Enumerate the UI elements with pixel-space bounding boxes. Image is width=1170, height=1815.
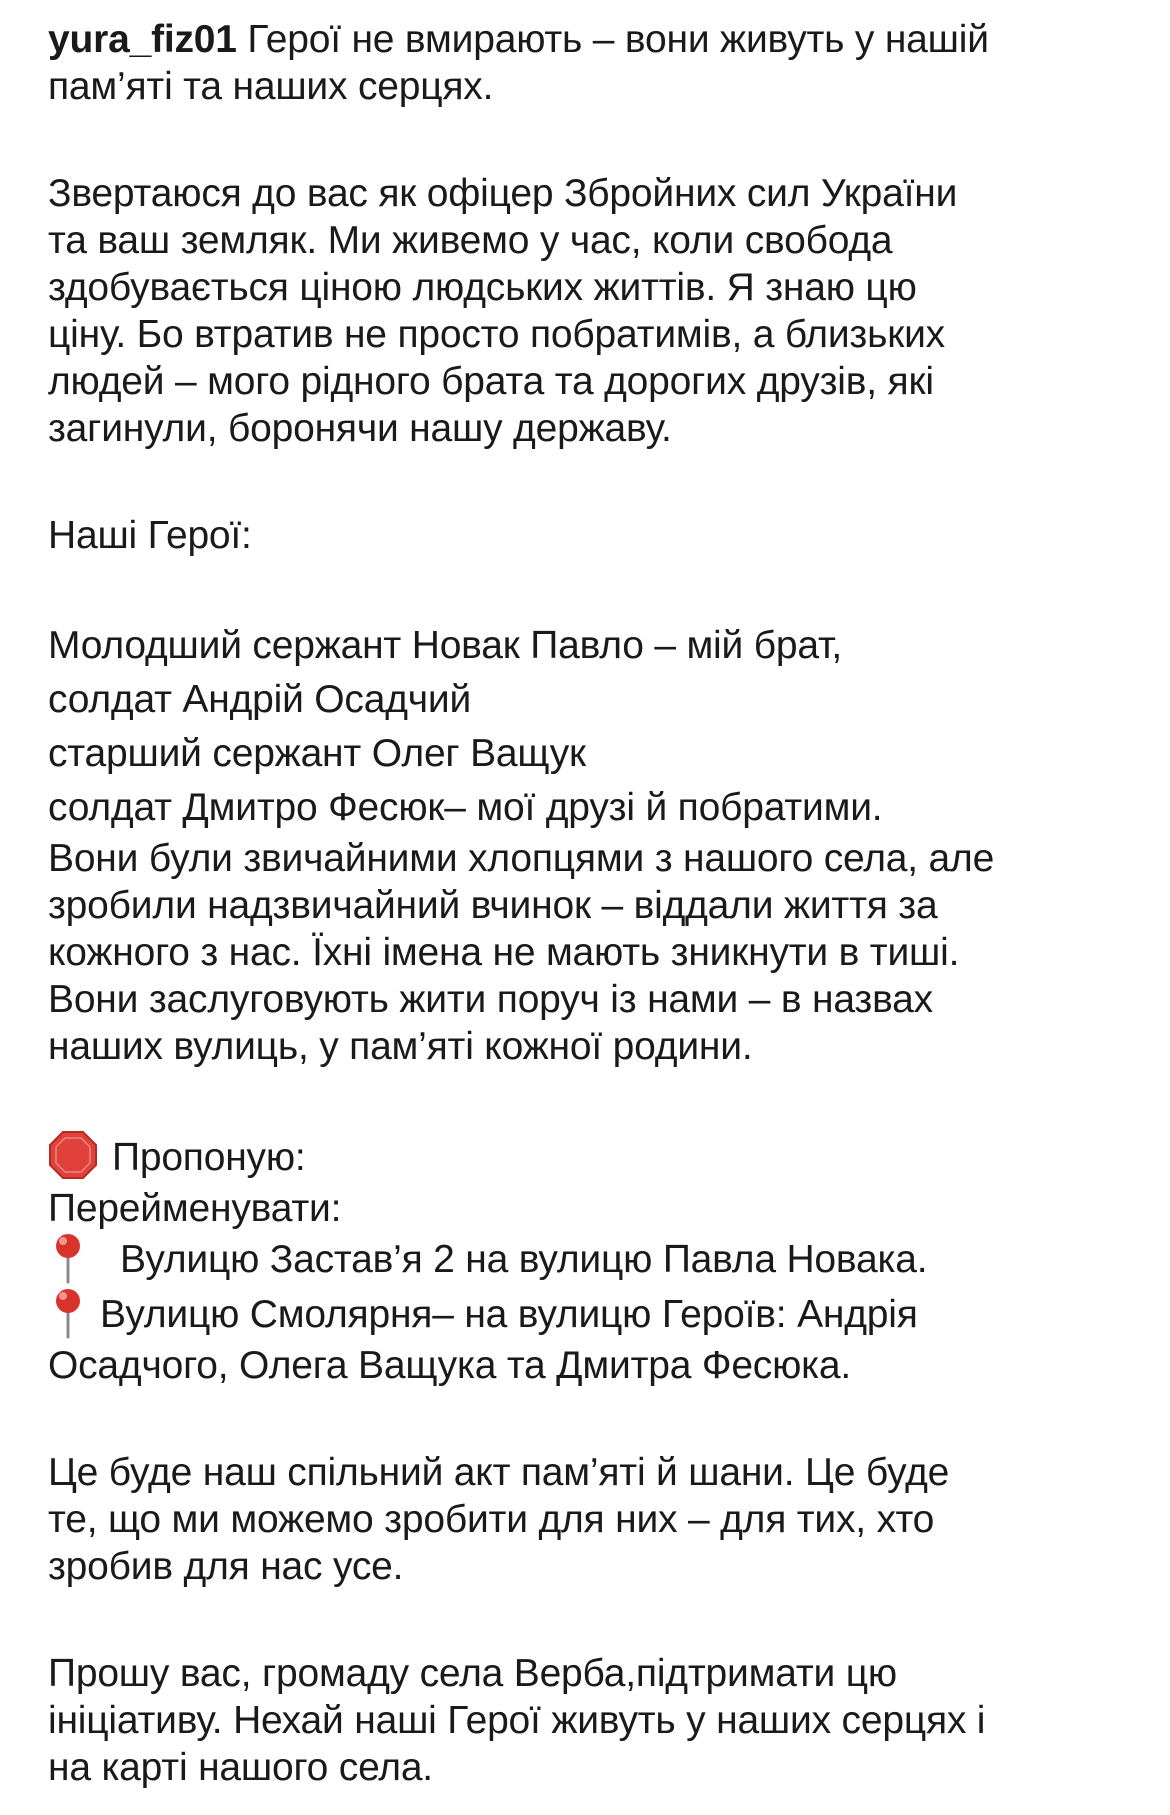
paragraph-2-line: наших вулиць, у пам’яті кожної родини. [48, 1025, 753, 1068]
round-pushpin-icon [48, 1287, 88, 1339]
rename-item-1 [48, 1232, 1138, 1287]
paragraph-1-line: ціну. Бо втратив не просто побратимів, а близьких [48, 313, 945, 356]
paragraph-2-line: Вони заслуговують жити поруч із нами – в назвах [48, 978, 933, 1021]
paragraph-1-line: здобувається ціною людських життів. Я знаю цю [48, 266, 917, 309]
paragraph-3-line: Це буде наш спільний акт пам’яті й шани. Це буде [48, 1451, 950, 1494]
paragraph-2-line: кожного з нас. Їхні імена не мають зникнути в тиші. [48, 931, 960, 974]
hero-entry: солдат Андрій Осадчий [48, 678, 472, 721]
paragraph-2-line: Вони були звичайними хлопцями з нашого села, але [48, 837, 995, 880]
rename-item-2-continued: Осадчого, Олега Ващука та Дмитра Фесюка. [48, 1344, 852, 1387]
hero-entry: старший сержант Олег Ващук [48, 732, 586, 775]
paragraph-2-line: зробили надзвичайний вчинок – віддали життя за [48, 884, 938, 927]
rename-item-1-text: Вулицю Застав’я 2 на вулицю Павла Новака. [120, 1238, 928, 1281]
hero-entry: солдат Дмитро Фесюк– мої друзі й побратими. [48, 786, 883, 829]
heroes-heading: Наші Герої: [48, 514, 252, 557]
intro-text-1: Герої не вмирають – вони живуть у нашій [247, 18, 989, 61]
rename-label: Перейменувати: [48, 1187, 342, 1230]
paragraph-3-line: те, що ми можемо зробити для них – для тих, хто [48, 1498, 935, 1541]
propose-line [48, 1130, 1138, 1185]
round-pushpin-icon [48, 1232, 88, 1284]
rename-item-2-text: Вулицю Смолярня– на вулицю Героїв: Андрія [100, 1293, 918, 1336]
rename-item-2 [48, 1287, 1138, 1342]
paragraph-4-line: на карті нашого села. [48, 1746, 433, 1789]
paragraph-1-line: та ваш земляк. Ми живемо у час, коли свобода [48, 219, 893, 262]
intro-text-2: пам’яті та наших серцях. [48, 65, 494, 108]
username-link[interactable]: yura_fiz01 [48, 18, 237, 61]
propose-label: Пропоную: [112, 1136, 306, 1179]
paragraph-4-line: Прошу вас, громаду села Верба,підтримати цю [48, 1652, 897, 1695]
caption-first-line [48, 16, 1138, 63]
post-caption [48, 16, 1138, 1791]
paragraph-1-line: людей – мого рідного брата та дорогих друзів, які [48, 360, 934, 403]
hero-entry: Молодший сержант Новак Павло – мій брат, [48, 624, 842, 667]
paragraph-1-line: загинули, боронячи нашу державу. [48, 407, 672, 450]
paragraph-4-line: ініціативу. Нехай наші Герої живуть у наших серцях і [48, 1699, 986, 1742]
paragraph-1-line: Звертаюся до вас як офіцер Збройних сил України [48, 172, 958, 215]
stop-sign-icon [48, 1130, 98, 1180]
paragraph-3-line: зробив для нас усе. [48, 1545, 404, 1588]
